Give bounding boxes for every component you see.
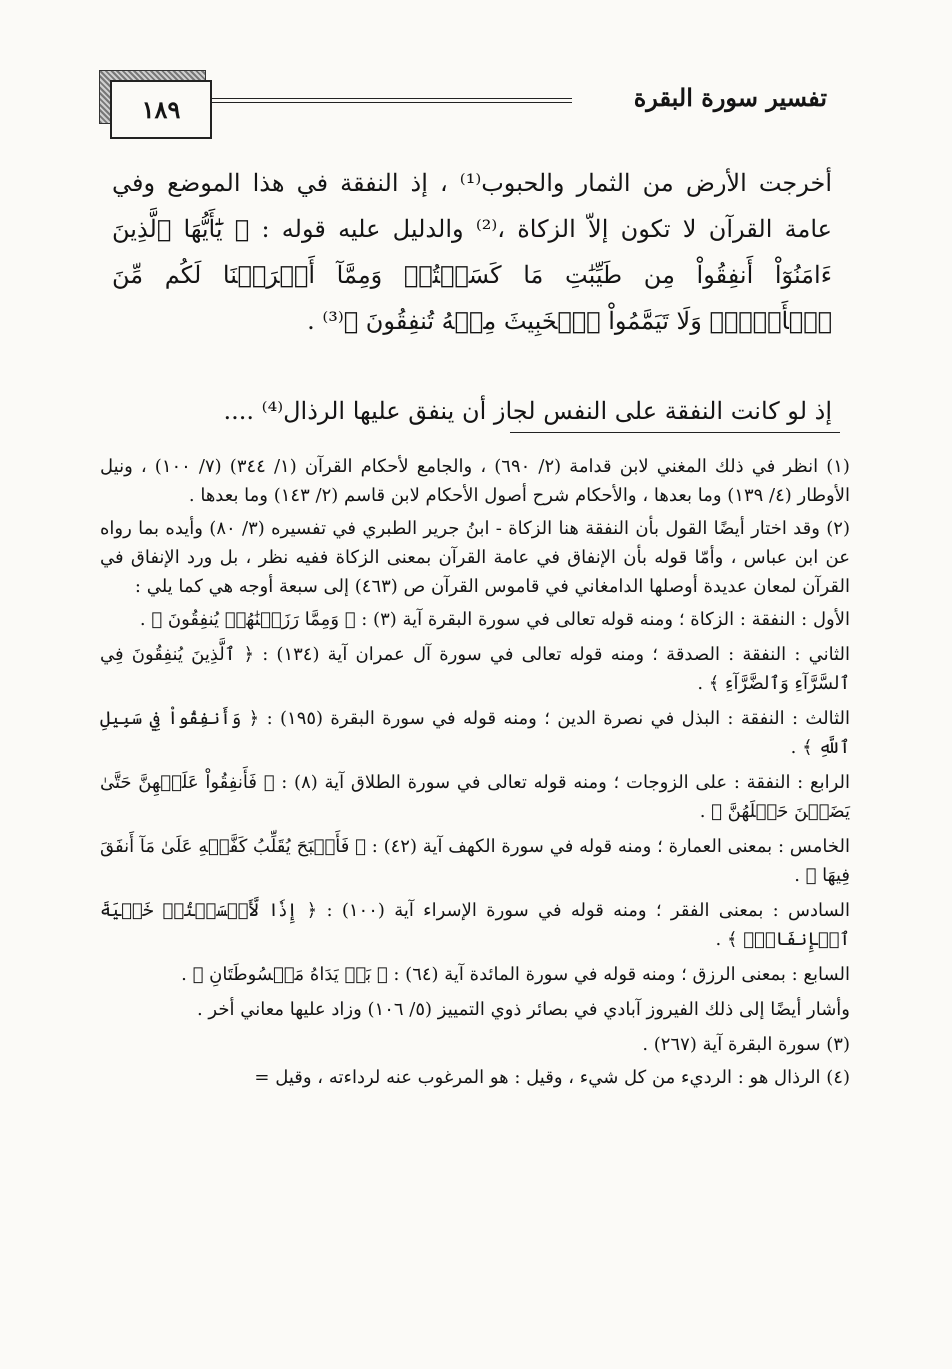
page-number: ١٨٩ [141,95,181,124]
main-paragraph: أخرجت الأرض من الثمار والحبوب⁽¹⁾ ، إذ النفقة في هذا الموضع وفي عامة القرآن لا تكون إلاّ الزكاة ،⁽²⁾ والدليل عليه قوله : ﴿ يَٰٓأَيُّهَا ٱلَّذِينَ ءَامَنُوٓاْ أَنفِقُواْ مِن طَيِّبَٰتِ مَا كَسَبۡتُمۡ وَمِمَّآ أَخۡرَجۡنَا لَكُم مِّنَ ٱلۡأَرۡضِۖ وَلَا تَيَمَّمُواْ ٱلۡخَبِيثَ مِنۡهُ تُنفِقُونَ ﴾⁽³⁾ . [112,169,832,335]
footnote-3: (٣) سورة البقرة آية (٢٦٧) . [642,1034,850,1055]
footnote-2-item: الثاني : النفقة : الصدقة ؛ ومنه قوله تعالى في سورة آل عمران آية (١٣٤) : ﴿ ٱلَّذِينَ يُنفِقُونَ فِي ٱلسَّرَّآءِ وَٱلضَّرَّآءِ ﴾ . [100,644,850,694]
footnote-1: (١) انظر في ذلك المغني لابن قدامة (٢/ ٦٩٠) ، والجامع لأحكام القرآن (١/ ٣٤٤) (٧/ ١٠٠) ، ونيل الأوطار (٤/ ١٣٩) وما بعدها ، والأحكام شرح أصول الأحكام لابن قاسم (٢/ ١٤٣) وما بعدها . [100,456,850,506]
footnote-2-item: الخامس : بمعنى العمارة ؛ ومنه قوله في سورة الكهف آية (٤٢) : ﴿ فَأَصۡبَحَ يُقَلِّبُ كَفَّيۡهِ عَلَىٰ مَآ أَنفَقَ فِيهَا ﴾ . [100,836,850,886]
header-rule [212,98,572,103]
footnote-separator [510,432,840,433]
footnote-2-item: وأشار أيضًا إلى ذلك الفيروز آبادي في بصائر ذوي التمييز (٥/ ١٠٦) وزاد عليها معاني أخر . [196,999,850,1020]
page-number-box [110,80,212,139]
footnote-2-item: الثالث : النفقة : البذل في نصرة الدين ؛ ومنه قوله في سورة البقرة (١٩٥) : ﴿ وَأَنفِقُواْ فِي سَبِيلِ ٱللَّهِ ﴾ . [100,708,850,758]
main-text-continuation: إذ لو كانت النفقة على النفس لجاز أن ينفق عليها الرذال⁽⁴⁾ .... [223,397,832,425]
footnotes [100,452,850,1096]
footnote-2-item: الرابع : النفقة : على الزوجات ؛ ومنه قوله تعالى في سورة الطلاق آية (٨) : ﴿ فَأَنفِقُواْ عَلَيۡهِنَّ حَتَّىٰ يَضَعۡنَ حَمۡلَهُنَّ ﴾ . [100,772,850,822]
footnote-2-item: السادس : بمعنى الفقر ؛ ومنه قوله في سورة الإسراء آية (١٠٠) : ﴿ إِذٗا لَّأَمۡسَكۡتُمۡ خَشۡيَةَ ٱلۡإِنفَاقِۚ ﴾ . [100,900,850,950]
footnote-2-item: الأول : النفقة : الزكاة ؛ ومنه قوله تعالى في سورة البقرة آية (٣) : ﴿ وَمِمَّا رَزَقۡنَٰهُمۡ يُنفِقُونَ ﴾ . [139,609,850,630]
running-header-title: تفسير سورة البقرة [633,83,827,112]
footnote-2-intro: (٢) وقد اختار أيضًا القول بأن النفقة هنا الزكاة - ابنُ جرير الطبري في تفسيره (٣/ ٨٠) وأيده بما رواه عن ابن عباس ، وأمّا قوله بأن الإنفاق في عامة القرآن بمعنى الزكاة ففيه نظر ، بل ورد الإنفاق في القرآن لمعان عديدة أوصلها الدامغاني في قاموس القرآن ص (٤٦٣) إلى سبعة أوجه هي كما يلي : [100,518,850,597]
footnote-2-item: السابع : بمعنى الرزق ؛ ومنه قوله في سورة المائدة آية (٦٤) : ﴿ بَلۡ يَدَاهُ مَبۡسُوطَتَانِ ﴾ . [181,964,850,985]
main-text [112,160,832,344]
footnote-4: (٤) الرذال هو : الرديء من كل شيء ، وقيل : هو المرغوب عنه لرداءته ، وقيل = [254,1067,850,1088]
